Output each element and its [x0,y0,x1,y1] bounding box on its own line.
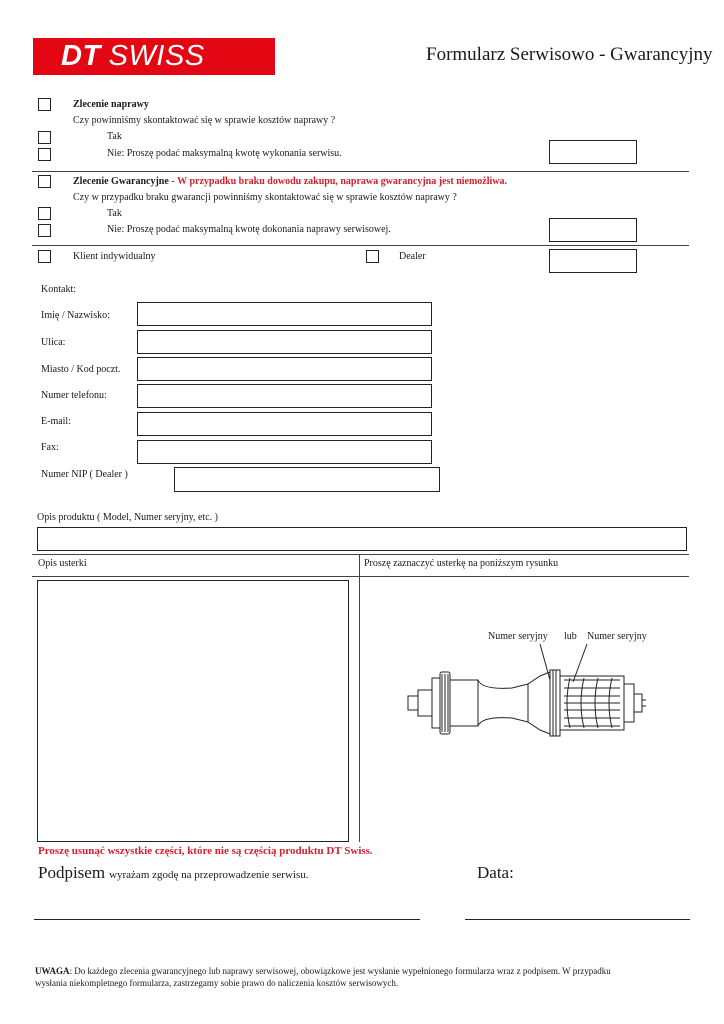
remove-parts-notice: Proszę usunąć wszystkie części, które nie są częścią produktu DT Swiss. [38,845,373,857]
serial-left-label: Numer seryjny [488,631,548,642]
repair-max-amount-field[interactable] [549,140,637,164]
product-description-label: Opis produktu ( Model, Numer seryjny, etc. ) [37,512,218,523]
divider [32,576,689,577]
city-label: Miasto / Kod poczt. [41,364,121,375]
fax-input[interactable] [137,440,432,464]
defect-description-label: Opis usterki [38,558,87,569]
defect-description-input[interactable] [37,580,349,842]
signature-consent: wyrażam zgodę na przeprowadzenie serwisu. [109,869,309,881]
warranty-no-checkbox[interactable] [38,224,51,237]
nip-input[interactable] [174,467,440,492]
street-input[interactable] [137,330,432,354]
footer-text-2: wysłania niekompletnego formularza, zastrzegamy sobie prawo do naliczenia kosztów serwisowych. [35,978,399,988]
warranty-heading: Zlecenie Gwarancyjne [73,176,169,187]
email-input[interactable] [137,412,432,436]
footer-notice [35,965,695,989]
hub-body [450,680,528,726]
street-label: Ulica: [41,337,66,348]
right-flange [528,672,550,734]
nip-label: Numer NIP ( Dealer ) [41,469,128,480]
repair-yes-label: Tak [107,131,122,142]
contact-heading: Kontakt: [41,284,76,295]
drawing-label: Proszę zaznaczyć usterkę na poniższym rysunku [364,558,559,569]
individual-customer-checkbox[interactable] [38,250,51,263]
warranty-no-label: Nie: Proszę podać maksymalną kwotę dokonania naprawy serwisowej. [107,224,391,235]
dealer-label: Dealer [399,251,426,262]
warranty-heading-line [73,176,507,187]
fax-label: Fax: [41,442,59,453]
repair-order-checkbox[interactable] [38,98,51,111]
name-label: Imię / Nazwisko: [41,310,110,321]
repair-no-checkbox[interactable] [38,148,51,161]
repair-yes-checkbox[interactable] [38,131,51,144]
dt-swiss-logo [33,38,275,75]
signature-line[interactable] [34,919,420,920]
signature-title: Podpisem [38,863,106,882]
footer-text: : Do każdego zlecenia gwarancyjnego lub naprawy serwisowej, obowiązkowe jest wysłanie wypełnionego formularza wraz z podpisem. W przypadku [69,966,611,976]
phone-input[interactable] [137,384,432,408]
logo-text: SWISS [108,40,205,72]
dealer-checkbox[interactable] [366,250,379,263]
warranty-order-checkbox[interactable] [38,175,51,188]
repair-question: Czy powinniśmy skontaktować się w sprawie kosztów naprawy ? [73,115,336,126]
form-title: Formularz Serwisowo - Gwarancyjny [426,44,713,65]
divider [32,245,689,246]
repair-heading: Zlecenie naprawy [73,99,149,110]
warranty-warning: W przypadku braku dowodu zakupu, naprawa gwarancyjna jest niemożliwa. [177,176,508,187]
signature-line-text [38,863,309,883]
warranty-yes-checkbox[interactable] [38,207,51,220]
divider [32,554,689,555]
hub-drawing[interactable] [400,640,660,750]
warranty-max-amount-field[interactable] [549,218,637,242]
warranty-dash: - [168,176,178,187]
repair-no-label: Nie: Proszę podać maksymalną kwotę wykonania serwisu. [107,148,342,159]
end-cap-right [624,684,634,722]
column-divider [359,554,360,842]
serial-right-label: Numer seryjny [587,631,647,642]
axle-end-left [408,696,418,710]
email-label: E-mail: [41,416,71,427]
axle-end-right [634,694,642,712]
date-label: Data: [477,863,514,882]
product-description-input[interactable] [37,527,687,551]
customer-extra-field[interactable] [549,249,637,273]
footer-bold: UWAGA [35,966,70,976]
right-flange-ring [550,670,560,736]
logo-bold: DT [61,40,101,72]
phone-label: Numer telefonu: [41,390,107,401]
end-cap-left [418,690,432,716]
warranty-question: Czy w przypadku braku gwarancji powinniśmy skontaktować się w sprawie kosztów naprawy ? [73,192,457,203]
name-input[interactable] [137,302,432,326]
date-line[interactable] [465,919,690,920]
serial-leader-left [540,644,550,680]
left-flange [432,678,440,728]
warranty-yes-label: Tak [107,208,122,219]
divider [32,171,689,172]
individual-customer-label: Klient indywidualny [73,251,156,262]
or-label: lub [564,631,577,642]
city-input[interactable] [137,357,432,381]
